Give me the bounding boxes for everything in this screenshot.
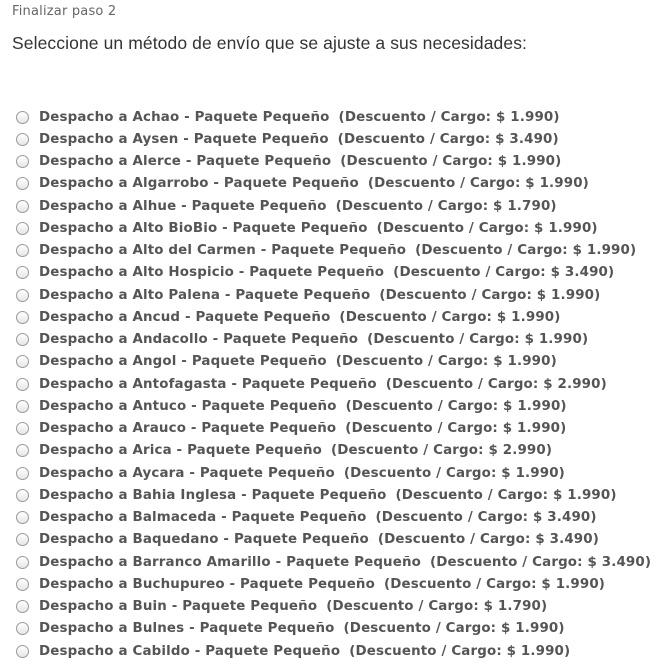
shipping-option-radio[interactable] bbox=[16, 289, 29, 302]
shipping-option-radio[interactable] bbox=[16, 444, 29, 457]
shipping-option-price: (Descuento / Cargo: $ 1.990) bbox=[340, 154, 562, 170]
shipping-option-radio[interactable] bbox=[16, 244, 29, 257]
shipping-option-label[interactable]: Despacho a Barranco Amarillo - Paquete Pequeño bbox=[39, 554, 422, 570]
shipping-option-radio[interactable] bbox=[16, 489, 29, 502]
shipping-option-label[interactable]: Despacho a Baquedano - Paquete Pequeño bbox=[39, 532, 369, 548]
shipping-option-label[interactable]: Despacho a Buchupureo - Paquete Pequeño bbox=[39, 576, 375, 592]
shipping-option[interactable] bbox=[16, 106, 651, 128]
shipping-option[interactable] bbox=[16, 173, 651, 195]
shipping-option-radio[interactable] bbox=[16, 533, 29, 546]
shipping-option[interactable] bbox=[16, 529, 651, 551]
shipping-option-price: (Descuento / Cargo: $ 3.490) bbox=[337, 131, 559, 147]
shipping-option-radio[interactable] bbox=[16, 155, 29, 168]
shipping-option-label[interactable]: Despacho a Cabildo - Paquete Pequeño bbox=[39, 643, 341, 659]
shipping-option-label[interactable]: Despacho a Antuco - Paquete Pequeño bbox=[39, 398, 337, 414]
shipping-option-radio[interactable] bbox=[16, 400, 29, 413]
shipping-option-radio[interactable] bbox=[16, 111, 29, 124]
shipping-option[interactable] bbox=[16, 329, 651, 351]
shipping-option-label[interactable]: Despacho a Angol - Paquete Pequeño bbox=[39, 354, 327, 370]
shipping-option-label[interactable]: Despacho a Alto Hospicio - Paquete Pequeño bbox=[39, 265, 385, 281]
shipping-option-radio[interactable] bbox=[16, 177, 29, 190]
shipping-option[interactable] bbox=[16, 418, 651, 440]
shipping-option-price: (Descuento / Cargo: $ 1.990) bbox=[383, 576, 606, 592]
shipping-option-label[interactable]: Despacho a Aycara - Paquete Pequeño bbox=[39, 465, 335, 481]
shipping-option-radio[interactable] bbox=[16, 467, 29, 480]
shipping-option-radio[interactable] bbox=[16, 645, 29, 658]
shipping-option[interactable] bbox=[16, 373, 651, 395]
shipping-option-radio[interactable] bbox=[16, 511, 29, 524]
shipping-option-label[interactable]: Despacho a Alto Palena - Paquete Pequeño bbox=[39, 287, 371, 303]
shipping-option-price: (Descuento / Cargo: $ 1.990) bbox=[395, 487, 617, 503]
shipping-option-label[interactable]: Despacho a Antofagasta - Paquete Pequeño bbox=[39, 376, 377, 392]
shipping-option-price: (Descuento / Cargo: $ 1.990) bbox=[339, 309, 561, 325]
shipping-option-label[interactable]: Despacho a Aysen - Paquete Pequeño bbox=[39, 131, 329, 147]
shipping-option-price: (Descuento / Cargo: $ 1.990) bbox=[367, 332, 589, 348]
shipping-options-list bbox=[16, 106, 651, 662]
shipping-option-price: (Descuento / Cargo: $ 1.990) bbox=[345, 421, 567, 437]
shipping-option-radio[interactable] bbox=[16, 222, 29, 235]
shipping-option[interactable] bbox=[16, 306, 651, 328]
shipping-option-price: (Descuento / Cargo: $ 3.490) bbox=[375, 510, 597, 526]
shipping-option[interactable] bbox=[16, 351, 651, 373]
shipping-option-radio[interactable] bbox=[16, 378, 29, 391]
shipping-option-price: (Descuento / Cargo: $ 1.990) bbox=[343, 465, 565, 481]
shipping-option-radio[interactable] bbox=[16, 311, 29, 324]
shipping-option-price: (Descuento / Cargo: $ 1.790) bbox=[335, 198, 557, 214]
shipping-option-label[interactable]: Despacho a Alhue - Paquete Pequeño bbox=[39, 198, 327, 214]
shipping-option[interactable] bbox=[16, 618, 651, 640]
shipping-option[interactable] bbox=[16, 395, 651, 417]
shipping-option[interactable] bbox=[16, 596, 651, 618]
shipping-option[interactable] bbox=[16, 462, 651, 484]
shipping-option[interactable] bbox=[16, 440, 651, 462]
shipping-option-price: (Descuento / Cargo: $ 1.790) bbox=[326, 599, 548, 615]
shipping-option-label[interactable]: Despacho a Alto BioBio - Paquete Pequeño bbox=[39, 220, 368, 236]
shipping-option[interactable] bbox=[16, 484, 651, 506]
shipping-option-radio[interactable] bbox=[16, 578, 29, 591]
shipping-option[interactable] bbox=[16, 640, 651, 662]
shipping-option-price: (Descuento / Cargo: $ 3.490) bbox=[377, 532, 599, 548]
shipping-option-radio[interactable] bbox=[16, 333, 29, 346]
shipping-option-label[interactable]: Despacho a Arica - Paquete Pequeño bbox=[39, 443, 322, 459]
shipping-option-label[interactable]: Despacho a Achao - Paquete Pequeño bbox=[39, 109, 330, 125]
shipping-option-price: (Descuento / Cargo: $ 3.490) bbox=[430, 554, 652, 570]
shipping-option-radio[interactable] bbox=[16, 622, 29, 635]
shipping-option-price: (Descuento / Cargo: $ 3.490) bbox=[393, 265, 615, 281]
shipping-option[interactable] bbox=[16, 262, 651, 284]
shipping-option-price: (Descuento / Cargo: $ 2.990) bbox=[385, 376, 607, 392]
shipping-option-price: (Descuento / Cargo: $ 1.990) bbox=[376, 220, 598, 236]
shipping-option-price: (Descuento / Cargo: $ 1.990) bbox=[349, 643, 571, 659]
shipping-option-price: (Descuento / Cargo: $ 1.990) bbox=[335, 354, 557, 370]
shipping-option-price: (Descuento / Cargo: $ 1.990) bbox=[367, 176, 589, 192]
shipping-option-radio[interactable] bbox=[16, 200, 29, 213]
shipping-option-radio[interactable] bbox=[16, 422, 29, 435]
shipping-option[interactable] bbox=[16, 240, 651, 262]
page-heading: Seleccione un método de envío que se ajuste a sus necesidades: bbox=[12, 33, 528, 53]
shipping-option-label[interactable]: Despacho a Alto del Carmen - Paquete Pequeño bbox=[39, 243, 407, 259]
shipping-option-label[interactable]: Despacho a Arauco - Paquete Pequeño bbox=[39, 421, 337, 437]
shipping-option[interactable] bbox=[16, 507, 651, 529]
shipping-option-radio[interactable] bbox=[16, 600, 29, 613]
shipping-option-price: (Descuento / Cargo: $ 1.990) bbox=[379, 287, 601, 303]
shipping-option[interactable] bbox=[16, 151, 651, 173]
shipping-option-label[interactable]: Despacho a Buin - Paquete Pequeño bbox=[39, 599, 318, 615]
shipping-option-radio[interactable] bbox=[16, 355, 29, 368]
shipping-option-label[interactable]: Despacho a Bahia Inglesa - Paquete Pequeño bbox=[39, 487, 387, 503]
shipping-option-price: (Descuento / Cargo: $ 1.990) bbox=[343, 621, 565, 637]
shipping-option-radio[interactable] bbox=[16, 133, 29, 146]
shipping-option[interactable] bbox=[16, 128, 651, 150]
shipping-option-label[interactable]: Despacho a Ancud - Paquete Pequeño bbox=[39, 309, 331, 325]
shipping-option-price: (Descuento / Cargo: $ 2.990) bbox=[331, 443, 553, 459]
shipping-option-price: (Descuento / Cargo: $ 1.990) bbox=[338, 109, 560, 125]
shipping-option[interactable] bbox=[16, 573, 651, 595]
shipping-option-label[interactable]: Despacho a Balmaceda - Paquete Pequeño bbox=[39, 510, 367, 526]
shipping-option-label[interactable]: Despacho a Andacollo - Paquete Pequeño bbox=[39, 332, 359, 348]
shipping-option-price: (Descuento / Cargo: $ 1.990) bbox=[415, 243, 637, 259]
shipping-option[interactable] bbox=[16, 551, 651, 573]
shipping-option-radio[interactable] bbox=[16, 556, 29, 569]
shipping-option-price: (Descuento / Cargo: $ 1.990) bbox=[345, 398, 567, 414]
shipping-option[interactable] bbox=[16, 217, 651, 239]
shipping-option[interactable] bbox=[16, 195, 651, 217]
shipping-option[interactable] bbox=[16, 284, 651, 306]
shipping-option-label[interactable]: Despacho a Bulnes - Paquete Pequeño bbox=[39, 621, 335, 637]
shipping-option-label[interactable]: Despacho a Alerce - Paquete Pequeño bbox=[39, 154, 332, 170]
shipping-option-radio[interactable] bbox=[16, 266, 29, 279]
shipping-option-label[interactable]: Despacho a Algarrobo - Paquete Pequeño bbox=[39, 176, 359, 192]
step-label: Finalizar paso 2 bbox=[12, 4, 117, 19]
